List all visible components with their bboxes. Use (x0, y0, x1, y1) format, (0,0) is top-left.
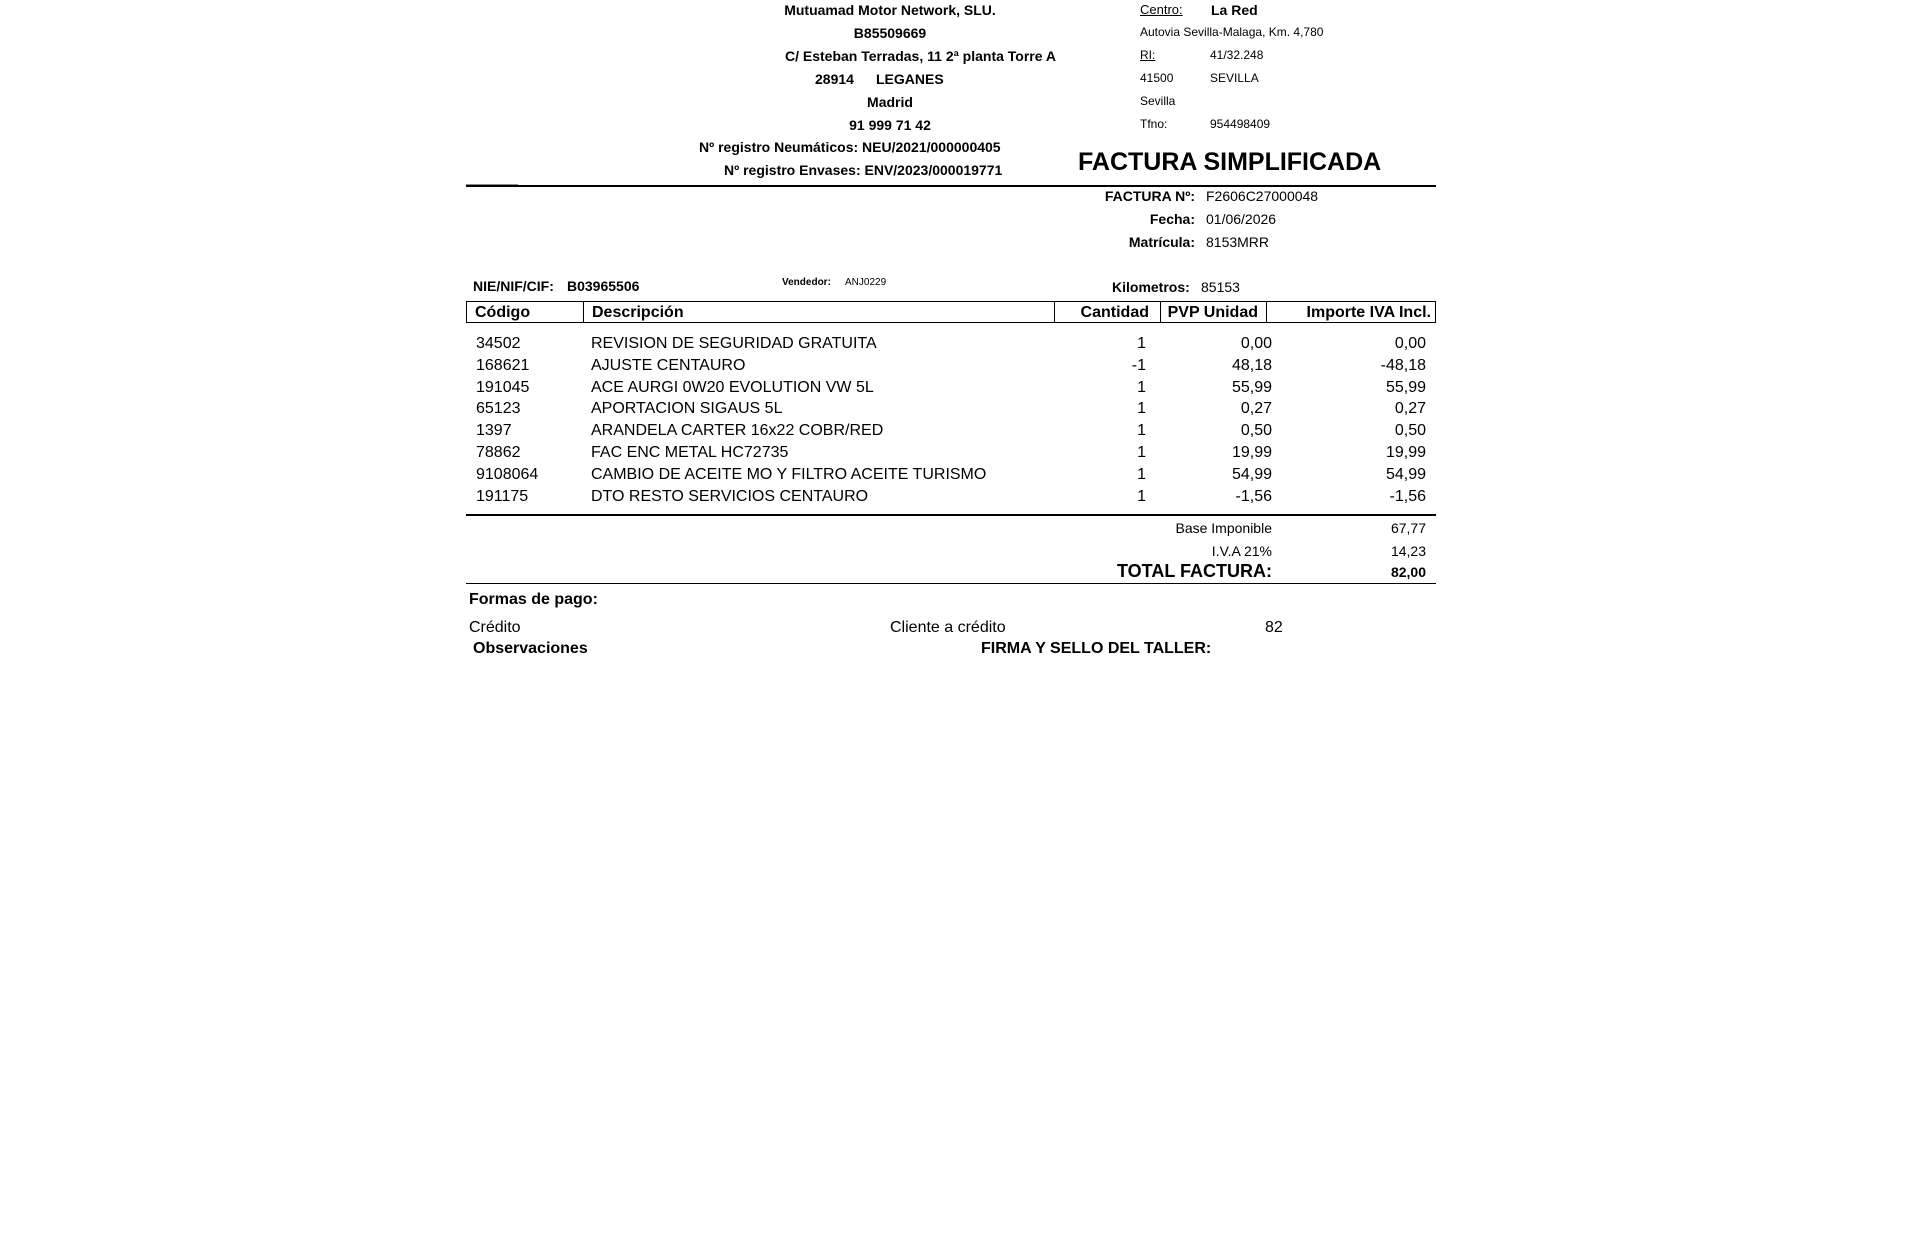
centro-phone: 954498409 (1210, 117, 1271, 131)
table-row (466, 486, 1436, 508)
nif-label: NIE/NIF/CIF: (473, 278, 554, 294)
centro-city: SEVILLA (1210, 71, 1259, 85)
observations-label: Observaciones (473, 640, 588, 657)
company-postal-code: 28914 (815, 71, 854, 87)
cell-quantity: 1 (1137, 465, 1146, 483)
centro-postal-code: 41500 (1140, 71, 1174, 85)
seller-label: Vendedor: (782, 277, 831, 288)
centro-label: Centro: (1140, 2, 1183, 17)
cell-amount: 55,99 (1385, 378, 1426, 396)
iva-value: 14,23 (1390, 543, 1426, 559)
invoice-number-label: FACTURA Nº: (1104, 188, 1195, 204)
invoice-date-label: Fecha: (1149, 211, 1195, 227)
iva-label: I.V.A 21% (1211, 543, 1272, 559)
cell-description: FAC ENC METAL HC72735 (591, 443, 789, 461)
payment-detail: Cliente a crédito (890, 619, 1006, 636)
total-value: 82,00 (1390, 564, 1426, 580)
centro-ri-label: RI: (1140, 48, 1156, 62)
table-row (466, 377, 1436, 399)
cell-code: 65123 (476, 400, 521, 418)
nif-value: B03965506 (567, 278, 640, 294)
centro-name: La Red (1211, 2, 1258, 18)
seller-value: ANJ0229 (845, 277, 887, 288)
km-value: 85153 (1201, 279, 1240, 295)
cell-amount: 0,50 (1394, 422, 1426, 440)
cell-unit-price: 55,99 (1231, 378, 1272, 396)
header-divider (466, 185, 1436, 187)
signature-label: FIRMA Y SELLO DEL TALLER: (981, 640, 1212, 657)
company-address: C/ Esteban Terradas, 11 2ª planta Torre A (785, 48, 1057, 64)
table-header (466, 301, 1436, 323)
centro-phone-label: Tfno: (1140, 117, 1168, 131)
centro-province: Sevilla (1140, 94, 1176, 108)
cell-amount: 54,99 (1385, 465, 1426, 483)
cell-unit-price: 19,99 (1231, 443, 1272, 461)
cell-description: ARANDELA CARTER 16x22 COBR/RED (591, 422, 884, 440)
line-items (466, 333, 1436, 507)
cell-description: DTO RESTO SERVICIOS CENTAURO (591, 487, 869, 505)
cell-description: APORTACION SIGAUS 5L (591, 400, 783, 418)
cell-code: 9108064 (476, 465, 539, 483)
payment-title: Formas de pago: (469, 591, 598, 608)
cell-description: REVISION DE SEGURIDAD GRATUITA (591, 335, 877, 352)
col-header-amount: Importe IVA Incl. (1306, 304, 1431, 321)
cell-unit-price: 0,27 (1240, 400, 1272, 418)
header-divider-mark (466, 184, 518, 185)
table-row (466, 355, 1436, 377)
invoice-number: F2606C27000048 (1206, 188, 1319, 204)
cell-quantity: -1 (1131, 356, 1146, 374)
cell-amount: 0,00 (1394, 335, 1426, 352)
cell-code: 191175 (476, 487, 529, 505)
cell-code: 168621 (476, 356, 530, 374)
reg-envases: Nº registro Envases: ENV/2023/000019771 (724, 162, 1003, 178)
centro-address: Autovia Sevilla-Malaga, Km. 4,780 (1140, 25, 1324, 39)
cell-quantity: 1 (1137, 487, 1146, 505)
cell-code: 34502 (476, 335, 521, 352)
cell-amount: -48,18 (1380, 356, 1426, 374)
cell-unit-price: 48,18 (1231, 356, 1272, 374)
cell-code: 1397 (476, 422, 512, 440)
cell-code: 78862 (476, 443, 521, 461)
cell-description: ACE AURGI 0W20 EVOLUTION VW 5L (591, 378, 874, 396)
cell-description: CAMBIO DE ACEITE MO Y FILTRO ACEITE TURISMO (591, 465, 987, 483)
payment-method: Crédito (469, 619, 521, 636)
col-header-description: Descripción (583, 302, 592, 322)
table-row (466, 442, 1436, 464)
cell-unit-price: -1,56 (1235, 487, 1272, 505)
footer-divider (466, 583, 1436, 584)
base-value: 67,77 (1390, 520, 1426, 536)
km-label: Kilometros: (1112, 279, 1190, 295)
totals-divider (466, 514, 1436, 516)
company-city: LEGANES (876, 71, 944, 87)
cell-quantity: 1 (1137, 443, 1146, 461)
cell-unit-price: 0,00 (1240, 335, 1272, 352)
cell-amount: 0,27 (1394, 400, 1426, 418)
table-row (466, 464, 1436, 486)
cell-amount: -1,56 (1389, 487, 1426, 505)
cell-quantity: 1 (1137, 400, 1146, 418)
col-header-code: Código (475, 304, 531, 321)
cell-quantity: 1 (1137, 335, 1146, 352)
document-title: FACTURA SIMPLIFICADA (1078, 148, 1382, 176)
col-header-unit-price: PVP Unidad (1167, 304, 1258, 321)
cell-unit-price: 0,50 (1240, 422, 1272, 440)
reg-neumaticos: Nº registro Neumáticos: NEU/2021/000000405 (699, 139, 1001, 155)
company-province: Madrid (867, 94, 913, 110)
cell-quantity: 1 (1137, 378, 1146, 396)
table-row (466, 398, 1436, 420)
cell-quantity: 1 (1137, 422, 1146, 440)
company-name: Mutuamad Motor Network, SLU. (784, 2, 996, 18)
total-label: TOTAL FACTURA: (1117, 561, 1272, 581)
table-row (466, 333, 1436, 355)
table-row (466, 420, 1436, 442)
plate-label: Matrícula: (1128, 234, 1195, 250)
company-phone: 91 999 71 42 (849, 117, 931, 133)
cell-description: AJUSTE CENTAURO (591, 356, 746, 374)
col-header-quantity: Cantidad (1080, 304, 1149, 321)
cell-code: 191045 (476, 378, 530, 396)
cell-amount: 19,99 (1385, 443, 1426, 461)
centro-ri-value: 41/32.248 (1210, 48, 1264, 62)
plate-number: 8153MRR (1206, 234, 1270, 250)
base-label: Base Imponible (1175, 520, 1272, 536)
payment-amount: 82 (1265, 619, 1283, 636)
invoice-date: 01/06/2026 (1206, 211, 1277, 227)
company-cif: B85509669 (853, 25, 927, 41)
cell-unit-price: 54,99 (1231, 465, 1272, 483)
